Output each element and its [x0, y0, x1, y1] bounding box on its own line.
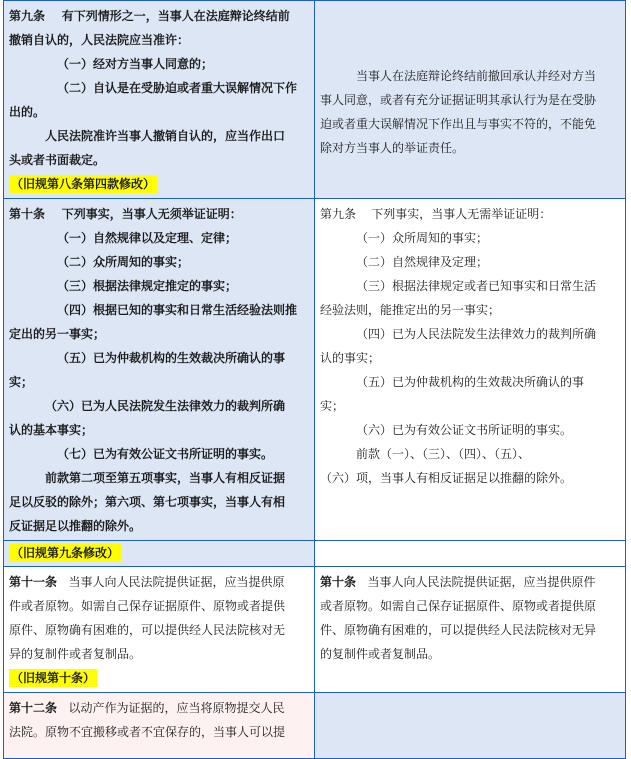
rule-text-line: 前款（一）、（三）、（四）、（五）、	[356, 447, 531, 461]
rule-text-line: （六）项，当事人有相反证据足以推翻的除外。	[320, 471, 573, 485]
rule-text-line: （二）自然规律及定理；	[356, 255, 489, 269]
rule-text-line: （四）根据已知的事实和日常生活经验法则推	[57, 303, 298, 317]
comparison-table	[3, 0, 626, 759]
rule-text-line: 足以反驳的除外；第六项、第七项事实，当事人有相	[9, 495, 286, 509]
new-rule-cell	[4, 693, 315, 759]
rule-text-line: 当事人向人民法院提供证据，应当提供原	[68, 575, 285, 589]
rule-text-line: 迫或者重大误解情况下作出且与事实不符的，不能免	[320, 117, 597, 131]
rule-text-line: （二）众所周知的事实；	[57, 255, 190, 269]
rule-text-line: 异的复制件或者复制品。	[9, 647, 142, 661]
source-tag: （旧规第八条第四款修改）	[11, 177, 156, 191]
rule-text-line: 经验法则，能推定出的另一事实；	[320, 303, 501, 317]
article-number: 第九条	[9, 9, 46, 23]
article-number: 第十一条	[9, 575, 58, 589]
rule-text-line: 事人同意，或者有充分证据证明其承认行为是在受胁	[320, 93, 597, 107]
rule-text-line: （六）已为人民法院发生法律效力的裁判所确	[45, 399, 286, 413]
rule-text-line: 下列事实，当事人无需举证证明：	[371, 207, 552, 221]
rule-text-line: 或者原物。如需自己保存证据原件、原物或者提供原	[320, 599, 597, 613]
old-rule-cell	[315, 567, 626, 693]
rule-text-line: 件或者原物。如需自己保存证据原件、原物或者提供	[9, 599, 286, 613]
rule-text-line: 撤销自认的，人民法院应当准许：	[9, 33, 190, 47]
rule-text-line: 实；	[9, 375, 34, 389]
rule-text-line: （四）已为人民法院发生法律效力的裁判所确	[356, 327, 597, 341]
empty-cell	[315, 541, 626, 567]
article-number: 第十二条	[9, 701, 58, 715]
rule-text-line: （六）已为有效公证文书所证明的事实。	[356, 423, 573, 437]
table-row	[4, 541, 626, 567]
table-row	[4, 199, 626, 541]
rule-text-line: 实；	[320, 399, 345, 413]
table-row	[4, 1, 626, 199]
source-tag: （旧规第九条修改）	[11, 546, 120, 560]
rule-text-line: 前款第二项至第五项事实，当事人有相反证据	[45, 471, 286, 485]
rule-text-line: （七）已为有效公证文书所证明的事实。	[57, 447, 274, 461]
rule-text-line: 头或者书面裁定。	[9, 153, 106, 167]
rule-text-line: （三）根据法律规定推定的事实；	[57, 279, 238, 293]
rule-text-line: 认的基本事实；	[9, 423, 94, 437]
new-rule-cell	[4, 199, 315, 541]
article-number: 第十条	[9, 207, 46, 221]
rule-text-line: 法院。原物不宜搬移或者不宜保存的，当事人可以提	[9, 725, 286, 739]
article-number: 第十条	[320, 575, 357, 589]
rule-text-line: （五）已为仲裁机构的生效裁决所确认的事	[57, 351, 286, 365]
rule-text-line: 出的。	[9, 105, 46, 119]
rule-text-line: 人民法院准许当事人撤销自认的，应当作出口	[45, 129, 286, 143]
rule-text-line: 下列事实，当事人无须举证证明：	[61, 207, 242, 221]
article-number: 第九条	[320, 207, 357, 221]
rule-text-line: 除对方当事人的举证责任。	[320, 141, 465, 155]
rule-text-line: 以动产作为证据的，应当将原物提交人民	[68, 701, 285, 715]
rule-text-line: （三）根据法律规定或者已知事实和日常生活	[356, 279, 597, 293]
source-tag-cell	[4, 541, 315, 567]
old-rule-cell	[315, 1, 626, 199]
new-rule-cell	[4, 567, 315, 693]
new-rule-cell	[4, 1, 315, 199]
rule-text-line: 定出的另一事实；	[9, 327, 106, 341]
source-tag: （旧规第十条）	[11, 671, 96, 685]
rule-text-line: 当事人在法庭辩论终结前撤回承认并经对方当	[356, 69, 597, 83]
old-rule-cell	[315, 199, 626, 541]
rule-text-line: 有下列情形之一，当事人在法庭辩论终结前	[61, 9, 290, 23]
rule-text-line: （一）自然规律以及定理、定律；	[57, 231, 238, 245]
old-rule-cell	[315, 693, 626, 759]
rule-text-line: 当事人向人民法院提供证据，应当提供原件	[367, 575, 596, 589]
rule-text-line: （一）众所周知的事实；	[356, 231, 489, 245]
rule-text-line: 的复制件或者复制品。	[320, 647, 441, 661]
table-row	[4, 567, 626, 693]
rule-text-line: 原件、原物确有困难的，可以提供经人民法院核对无	[9, 623, 286, 637]
rule-text-line: 反证据足以推翻的除外。	[9, 519, 142, 533]
table-row	[4, 693, 626, 759]
rule-text-line: 认的事实；	[320, 351, 381, 365]
rule-text-line: （二）自认是在受胁迫或者重大误解情况下作	[57, 81, 298, 95]
rule-text-line: （一）经对方当事人同意的；	[57, 57, 214, 71]
rule-text-line: （五）已为仲裁机构的生效裁决所确认的事	[356, 375, 585, 389]
rule-text-line: 件、原物确有困难的，可以提供经人民法院核对无异	[320, 623, 597, 637]
